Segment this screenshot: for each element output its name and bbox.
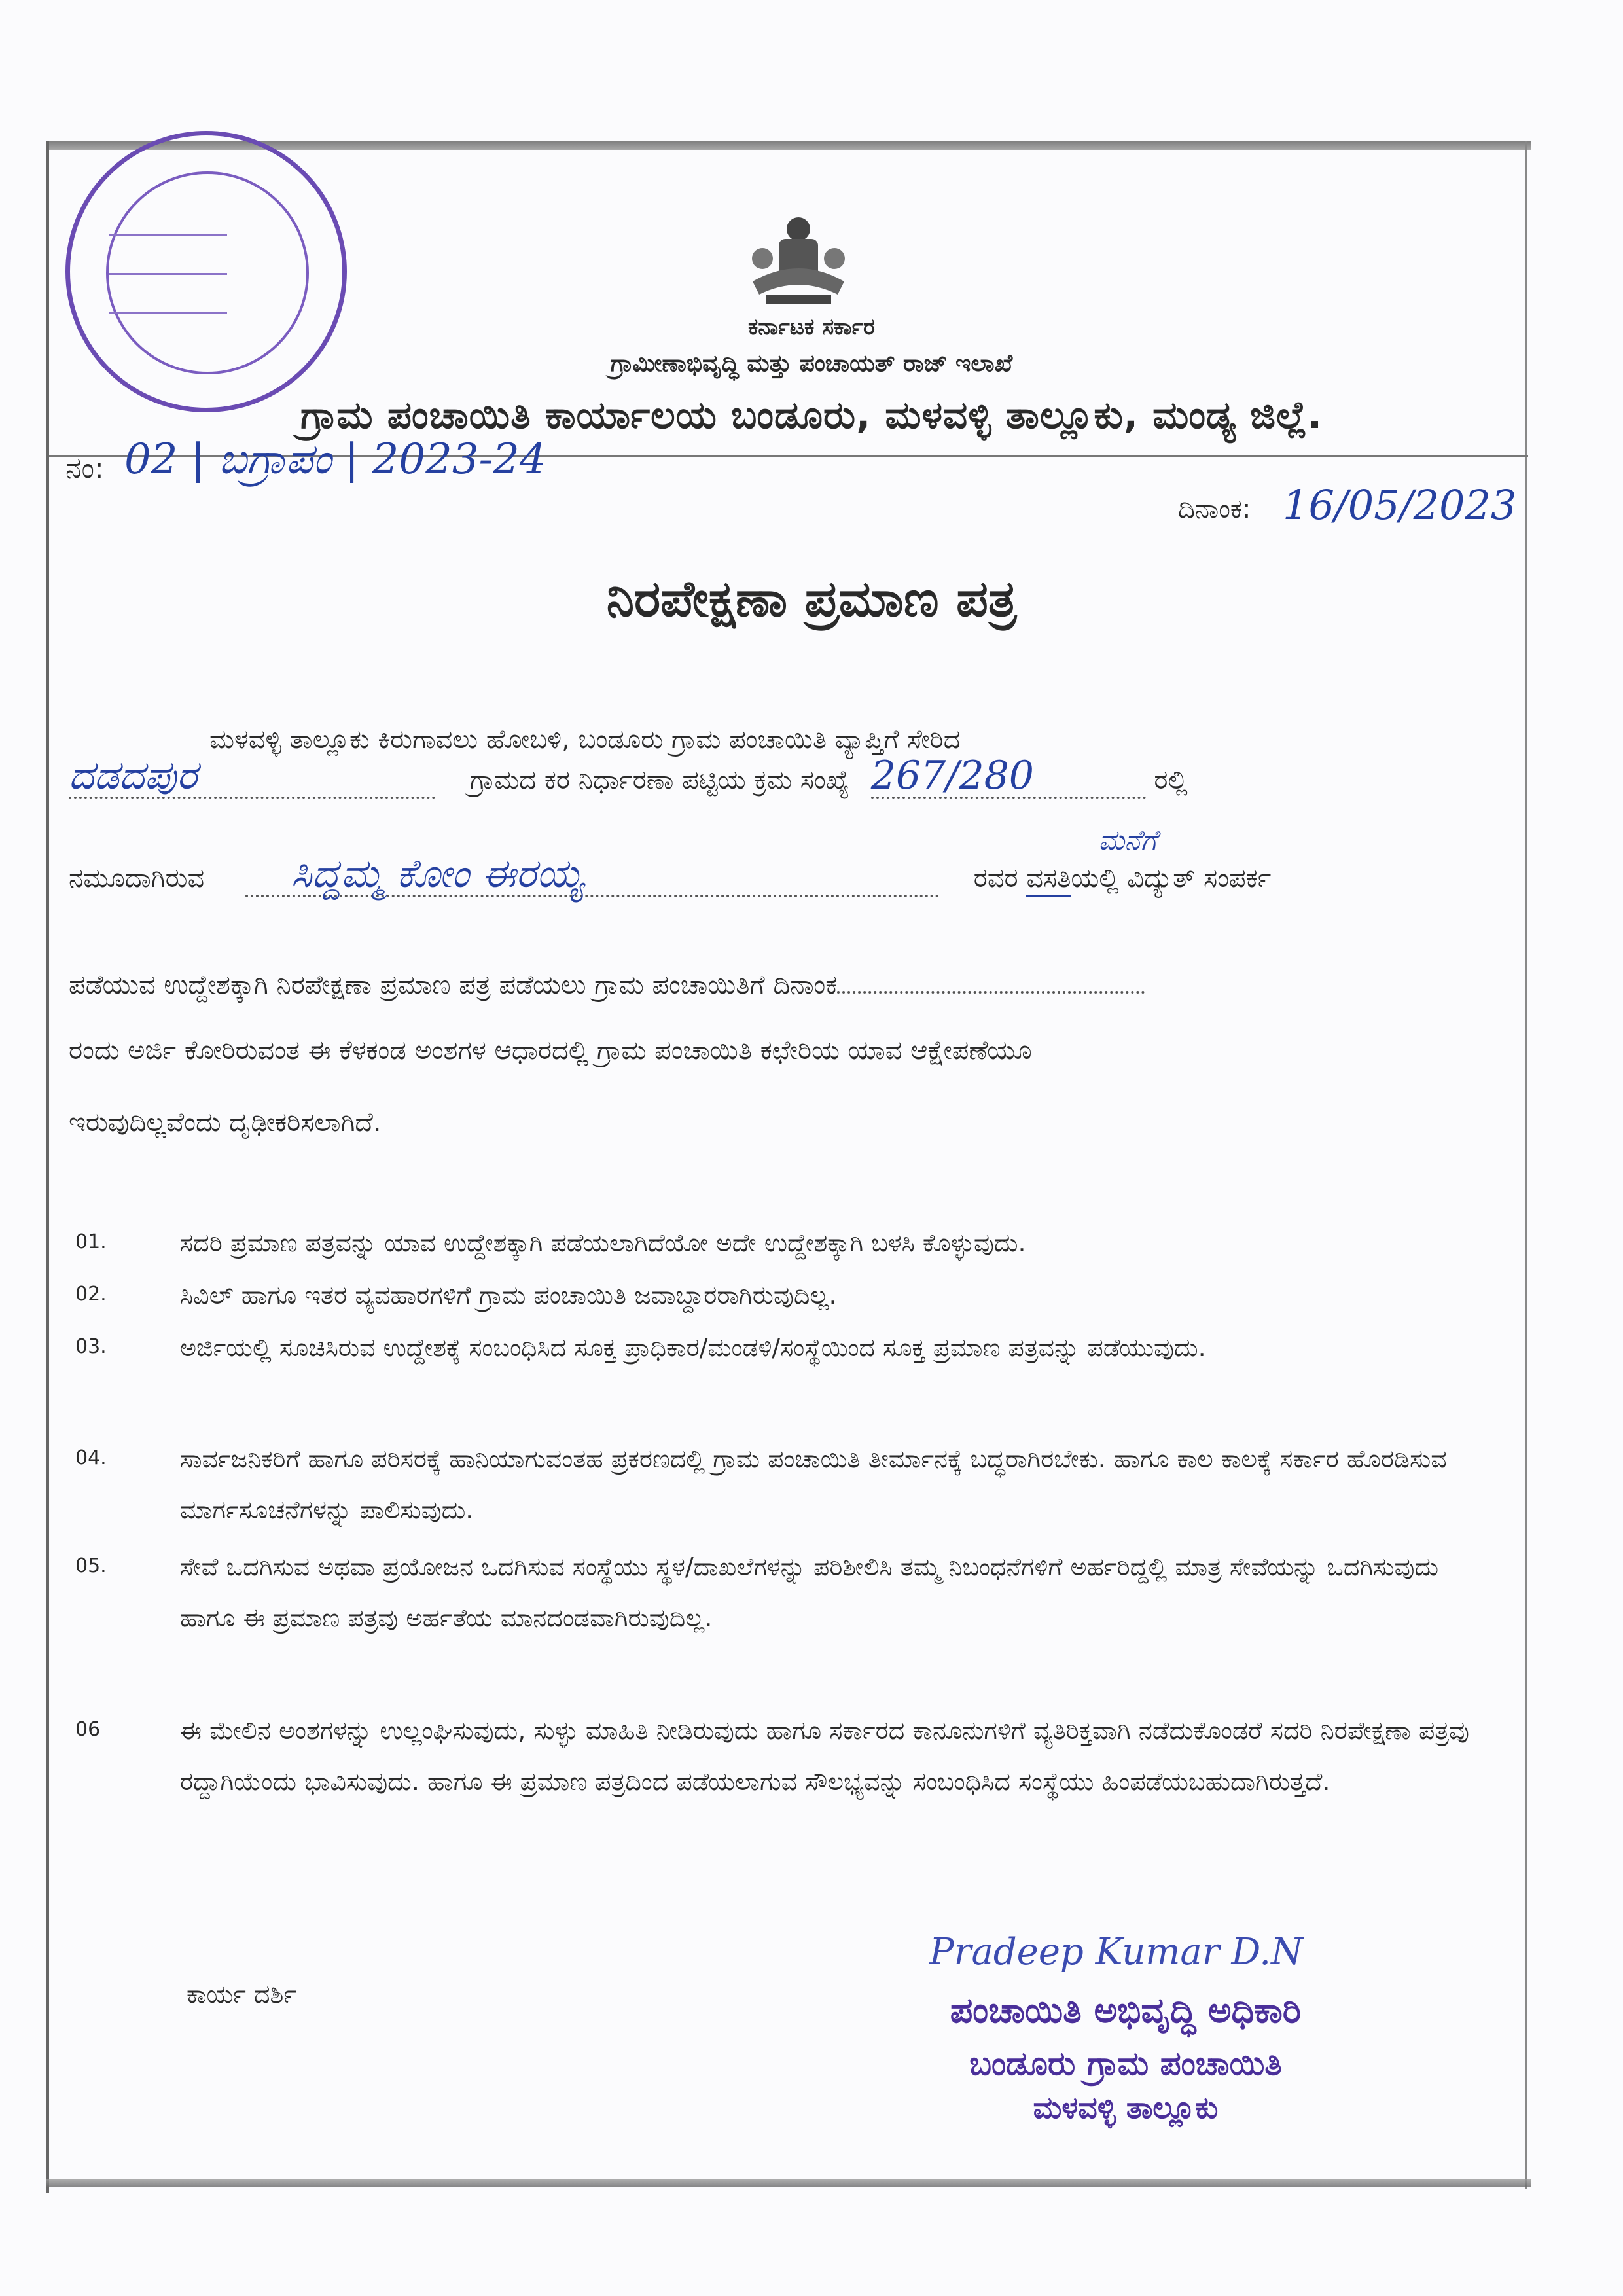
condition-number: 06 — [75, 1718, 101, 1741]
left-border — [46, 141, 49, 2193]
premise-note: ಮನೆಗೆ — [1098, 824, 1157, 856]
date-value: 16/05/2023 — [1283, 481, 1517, 529]
office-name: ಗ್ರಾಮ ಪಂಚಾಯಿತಿ ಕಾರ್ಯಾಲಯ ಬಂಡೂರು, ಮಳವಳ್ಳಿ ತಾಲ್ಲೂಕು, ಮಂಡ್ಯ ಜಿಲ್ಲೆ. — [300, 393, 1323, 437]
reference-label: ನಂ: — [65, 452, 104, 485]
stamp-designation: ಪಂಚಾಯಿತಿ ಅಭಿವೃದ್ಧಿ ಅಧಿಕಾರಿ — [950, 1990, 1302, 2031]
condition-number: 01. — [75, 1230, 107, 1253]
document-title: ನಿರಪೇಕ್ಷಣಾ ಪ್ರಮಾಣ ಪತ್ರ — [606, 569, 1017, 628]
condition-number: 04. — [75, 1446, 107, 1469]
department-name: ಗ್ರಾಮೀಣಾಭಿವೃದ್ಧಿ ಮತ್ತು ಪಂಚಾಯತ್ ರಾಜ್ ಇಲಾಖೆ — [610, 350, 1013, 377]
condition-text: ಈ ಮೇಲಿನ ಅಂಶಗಳನ್ನು ಉಲ್ಲಂಘಿಸುವುದು, ಸುಳ್ಳು ಮಾಹಿತಿ ನೀಡಿರುವುದು ಹಾಗೂ ಸರ್ಕಾರದ ಕಾನೂನುಗಳಿಗೆ ವ್ಯತಿರಿಕ್ತವಾಗಿ ನಡೆದುಕೊಂಡರೆ ಸದರಿ ನಿರಪೇಕ್ಷಣಾ ಪತ್ರವು ರದ್ದಾಗಿಯೆಂದು ಭಾವಿಸುವುದು. ಹಾಗೂ ಈ ಪ್ರಮಾಣ ಪತ್ರದಿಂದ ಪಡೆಯಲಾಗುವ ಸೌಲಭ್ಯವನ್ನು ಸಂಬಂಧಿಸಿದ ಸಂಸ್ಥೆಯು ಹಿಂಪಡೆಯಬಹುದಾಗಿರುತ್ತದೆ. — [180, 1716, 1470, 1796]
date-label: ದಿನಾಂಕ: — [1178, 494, 1251, 524]
secretary-label: ಕಾರ್ಯ ದರ್ಶಿ — [187, 1980, 297, 2009]
condition-text: ಸಿವಿಲ್ ಹಾಗೂ ಇತರ ವ್ಯವಹಾರಗಳಿಗೆ ಗ್ರಾಮ ಪಂಚಾಯಿತಿ ಜವಾಬ್ದಾರರಾಗಿರುವುದಿಲ್ಲ. — [180, 1281, 837, 1310]
body-line-2-text: ಗ್ರಾಮದ ಕರ ನಿರ್ಧಾರಣಾ ಪಟ್ಟಿಯ ಕ್ರಮ ಸಂಖ್ಯೆ — [469, 765, 849, 795]
village-name: ದಡದಪುರ — [69, 753, 198, 798]
condition-text: ಸಾರ್ವಜನಿಕರಿಗೆ ಹಾಗೂ ಪರಿಸರಕ್ಕೆ ಹಾನಿಯಾಗುವಂತಹ ಪ್ರಕರಣದಲ್ಲಿ ಗ್ರಾಮ ಪಂಚಾಯಿತಿ ತೀರ್ಮಾನಕ್ಕೆ ಬದ್ಧರಾಗಿರಬೇಕು. ಹಾಗೂ ಕಾಲ ಕಾಲಕ್ಕೆ ಸರ್ಕಾರ ಹೊರಡಿಸುವ ಮಾರ್ಗಸೂಚನೆಗಳನ್ನು ಪಾಲಿಸುವುದು. — [180, 1444, 1447, 1524]
body-line-6: ಇರುವುದಿಲ್ಲವೆಂದು ದೃಢೀಕರಿಸಲಾಗಿದೆ. — [69, 1107, 382, 1138]
condition-number: 03. — [75, 1335, 107, 1358]
condition-number: 02. — [75, 1283, 107, 1306]
body-line-3-mid: ರವರ — [973, 863, 1018, 893]
reference-number: 02 | ಬಗ್ರಾಪಂ | 2023-24 — [124, 435, 546, 484]
officer-signature: Pradeep Kumar D.N — [929, 1931, 1304, 1973]
body-line-2 — [69, 753, 1528, 799]
body-line-5: ರಂದು ಅರ್ಜಿ ಕೋರಿರುವಂತ ಈ ಕೆಳಕಂಡ ಅಂಶಗಳ ಆಧಾರದಲ್ಲಿ ಗ್ರಾಮ ಪಂಚಾಯಿತಿ ಕಛೇರಿಯ ಯಾವ ಆಕ್ಷೇಪಣೆಯೂ — [69, 1035, 1032, 1066]
body-line-3 — [69, 824, 1528, 897]
body-line-2-end: ರಲ್ಲಿ — [1154, 765, 1188, 795]
state-emblem-icon — [740, 209, 857, 314]
stamp-taluk: ಮಳವಳ್ಳಿ ತಾಲ್ಲೂಕು — [1033, 2090, 1219, 2125]
condition-text: ಸೇವೆ ಒದಗಿಸುವ ಅಥವಾ ಪ್ರಯೋಜನ ಒದಗಿಸುವ ಸಂಸ್ಥೆಯು ಸ್ಥಳ/ದಾಖಲೆಗಳನ್ನು ಪರಿಶೀಲಿಸಿ ತಮ್ಮ ನಿಬಂಧನೆಗಳಿಗೆ ಅರ್ಹರಿದ್ದಲ್ಲಿ ಮಾತ್ರ ಸೇವೆಯನ್ನು ಒದಗಿಸುವುದು ಹಾಗೂ ಈ ಪ್ರಮಾಣ ಪತ್ರವು ಅರ್ಹತೆಯ ಮಾನದಂಡವಾಗಿರುವುದಿಲ್ಲ. — [180, 1552, 1439, 1632]
right-border — [1525, 141, 1527, 2189]
officer-stamp — [877, 1990, 1374, 2126]
condition-text: ಸದರಿ ಪ್ರಮಾಣ ಪತ್ರವನ್ನು ಯಾವ ಉದ್ದೇಶಕ್ಕಾಗಿ ಪಡೆಯಲಾಗಿದೆಯೋ ಅದೇ ಉದ್ದೇಶಕ್ಕಾಗಿ ಬಳಸಿ ಕೊಳ್ಳುವುದು. — [180, 1229, 1026, 1257]
serial-number: 267/280 — [870, 753, 1034, 798]
stamp-panchayat: ಬಂಡೂರು ಗ್ರಾಮ ಪಂಚಾಯಿತಿ — [969, 2045, 1282, 2083]
condition-number: 05. — [75, 1554, 107, 1577]
condition-text: ಅರ್ಜಿಯಲ್ಲಿ ಸೂಚಿಸಿರುವ ಉದ್ದೇಶಕ್ಕೆ ಸಂಬಂಧಿಸಿದ ಸೂಕ್ತ ಪ್ರಾಧಿಕಾರ/ಮಂಡಳಿ/ಸಂಸ್ಥೆಯಿಂದ ಸೂಕ್ತ ಪ್ರಮಾಣ ಪತ್ರವನ್ನು ಪಡೆಯುವುದು. — [180, 1333, 1206, 1362]
body-line-3-end: ಯಲ್ಲಿ ವಿದ್ಯುತ್ ಸಂಪರ್ಕ — [1071, 863, 1272, 893]
body-line-4: ಪಡೆಯುವ ಉದ್ದೇಶಕ್ಕಾಗಿ ನಿರಪೇಕ್ಷಣಾ ಪ್ರಮಾಣ ಪತ್ರ ಪಡೆಯಲು ಗ್ರಾಮ ಪಂಚಾಯಿತಿಗೆ ದಿನಾಂಕ — [69, 969, 1528, 1001]
body-line-1: ಮಳವಳ್ಳಿ ತಾಲ್ಲೂಕು ಕಿರುಗಾವಲು ಹೋಬಳಿ, ಬಂಡೂರು ಗ್ರಾಮ ಪಂಚಾಯಿತಿ ವ್ಯಾಪ್ತಿಗೆ ಸೇರಿದ — [209, 725, 961, 755]
government-name: ಕರ್ನಾಟಕ ಸರ್ಕಾರ — [747, 314, 876, 340]
premise-type: ವಸತಿ — [1026, 863, 1071, 893]
bottom-border — [46, 2179, 1531, 2187]
body-line-3-start: ನಮೂದಾಗಿರುವ — [69, 863, 205, 893]
applicant-name: ಸಿದ್ದಮ್ಮ ಕೋಂ ಈರಯ್ಯ — [291, 851, 584, 897]
